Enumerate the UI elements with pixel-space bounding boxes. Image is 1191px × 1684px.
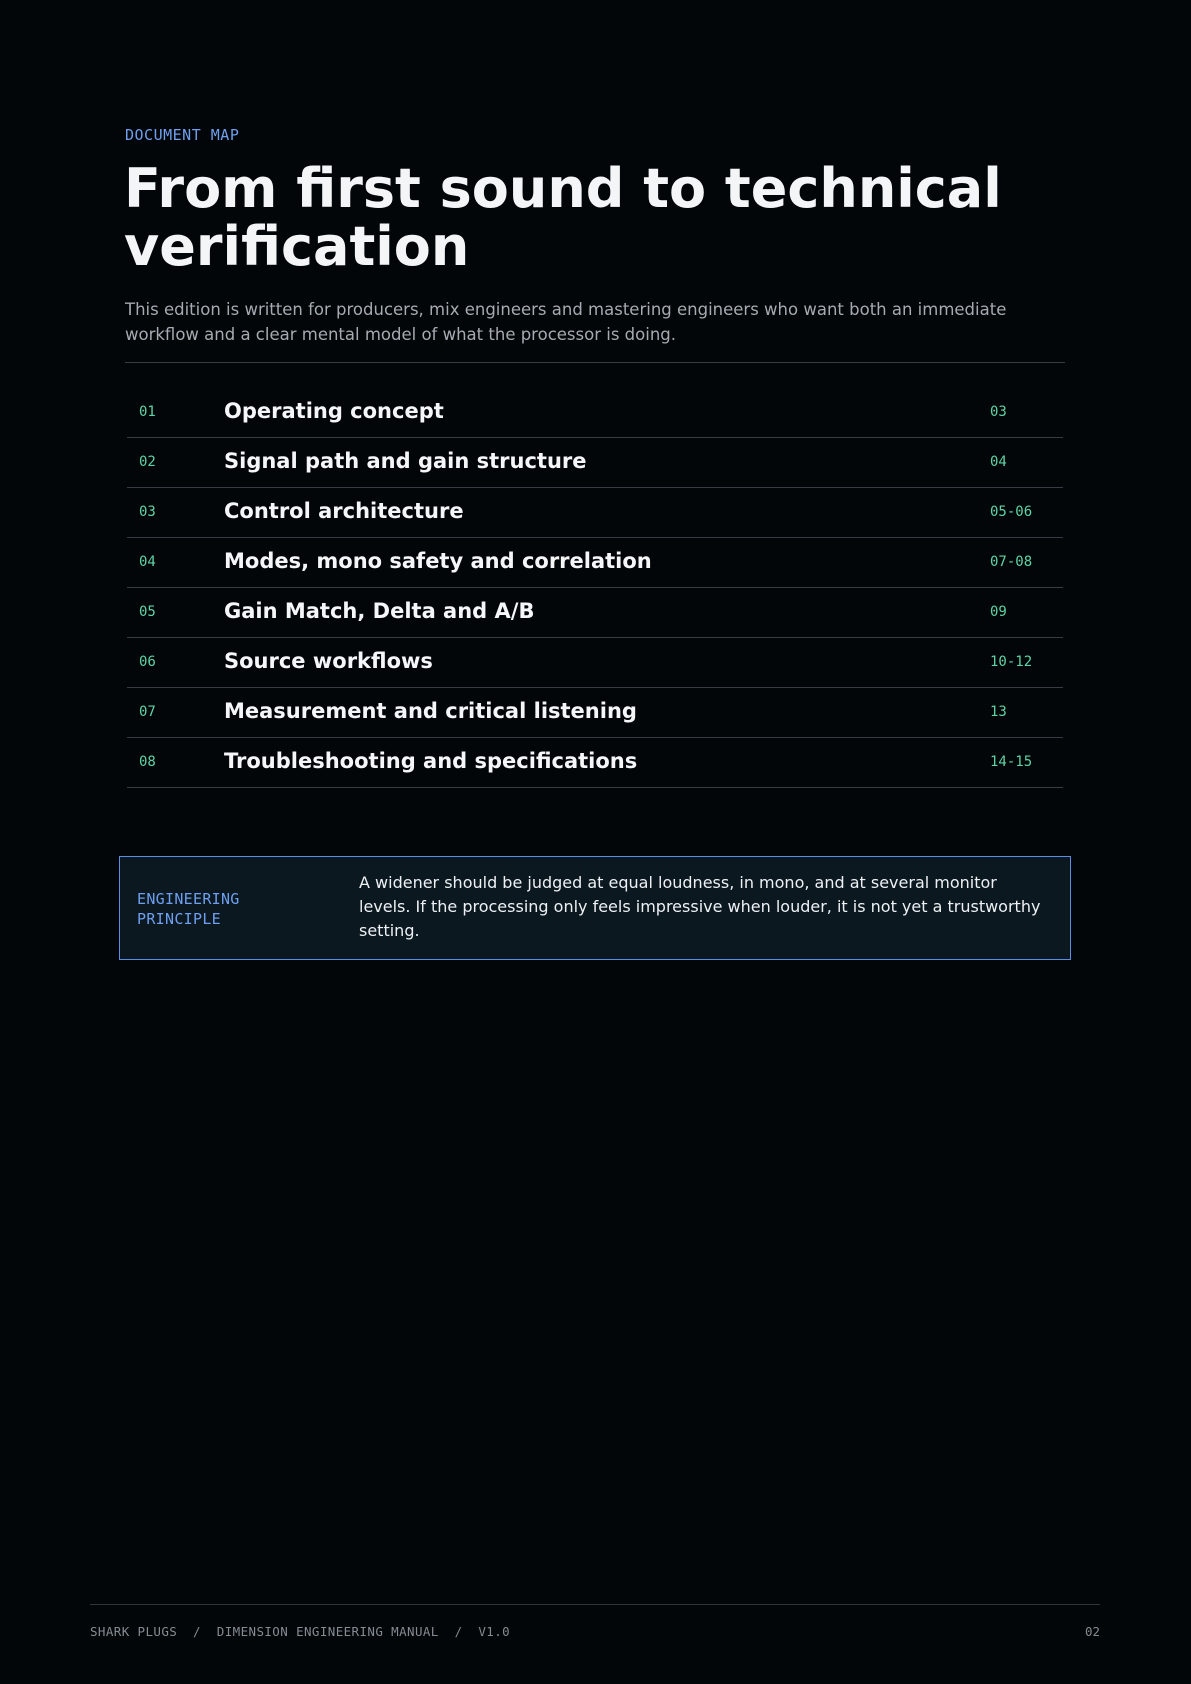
toc-section-number: 02 [139, 454, 156, 470]
section-eyebrow: DOCUMENT MAP [125, 126, 240, 144]
callout-text: A widener should be judged at equal loudness, in mono, and at several monitor levels. If the processing only feels impressive when louder, it is not yet a trustworthy setting. [359, 873, 1041, 940]
engineering-principle-callout [119, 856, 1071, 960]
toc-page-range: 03 [990, 404, 1007, 420]
toc-section-title[interactable]: Operating concept [224, 399, 444, 423]
intro-paragraph: This edition is written for producers, mix engineers and mastering engineers who want both an immediate workflow and a clear mental model of what the processor is doing. [125, 300, 1007, 344]
footer-divider [90, 1604, 1100, 1605]
toc-section-title[interactable]: Troubleshooting and specifications [224, 749, 638, 773]
toc-row[interactable] [127, 438, 1063, 488]
toc-section-number: 06 [139, 654, 156, 670]
toc-page-range: 04 [990, 454, 1007, 470]
toc-page-range: 07-08 [990, 554, 1033, 570]
header-divider [125, 362, 1065, 363]
toc-section-number: 04 [139, 554, 156, 570]
page-title: From first sound to technical verification [124, 157, 1002, 278]
toc-section-number: 01 [139, 404, 156, 420]
toc-page-range: 10-12 [990, 654, 1033, 670]
toc-row[interactable] [127, 488, 1063, 538]
toc-page-range: 05-06 [990, 504, 1033, 520]
callout-label: ENGINEERING PRINCIPLE [137, 890, 240, 928]
toc-section-number: 08 [139, 754, 156, 770]
toc-page-range: 14-15 [990, 754, 1033, 770]
toc-row[interactable] [127, 688, 1063, 738]
toc-section-number: 07 [139, 704, 156, 720]
toc-section-number: 05 [139, 604, 156, 620]
toc-section-title[interactable]: Control architecture [224, 499, 464, 523]
toc-section-title[interactable]: Source workflows [224, 649, 433, 673]
toc-row[interactable] [127, 388, 1063, 438]
toc-page-range: 13 [990, 704, 1007, 720]
toc-row[interactable] [127, 738, 1063, 788]
toc-section-title[interactable]: Gain Match, Delta and A/B [224, 599, 535, 623]
footer-document-info: SHARK PLUGS / DIMENSION ENGINEERING MANUAL / V1.0 [90, 1624, 511, 1639]
toc-page-range: 09 [990, 604, 1007, 620]
toc-row[interactable] [127, 588, 1063, 638]
toc-section-number: 03 [139, 504, 156, 520]
toc-row[interactable] [127, 638, 1063, 688]
toc-section-title[interactable]: Modes, mono safety and correlation [224, 549, 652, 573]
table-of-contents [127, 388, 1063, 788]
toc-row[interactable] [127, 538, 1063, 588]
footer-page-number: 02 [1084, 1624, 1100, 1639]
toc-section-title[interactable]: Signal path and gain structure [224, 449, 587, 473]
toc-section-title[interactable]: Measurement and critical listening [224, 699, 637, 723]
